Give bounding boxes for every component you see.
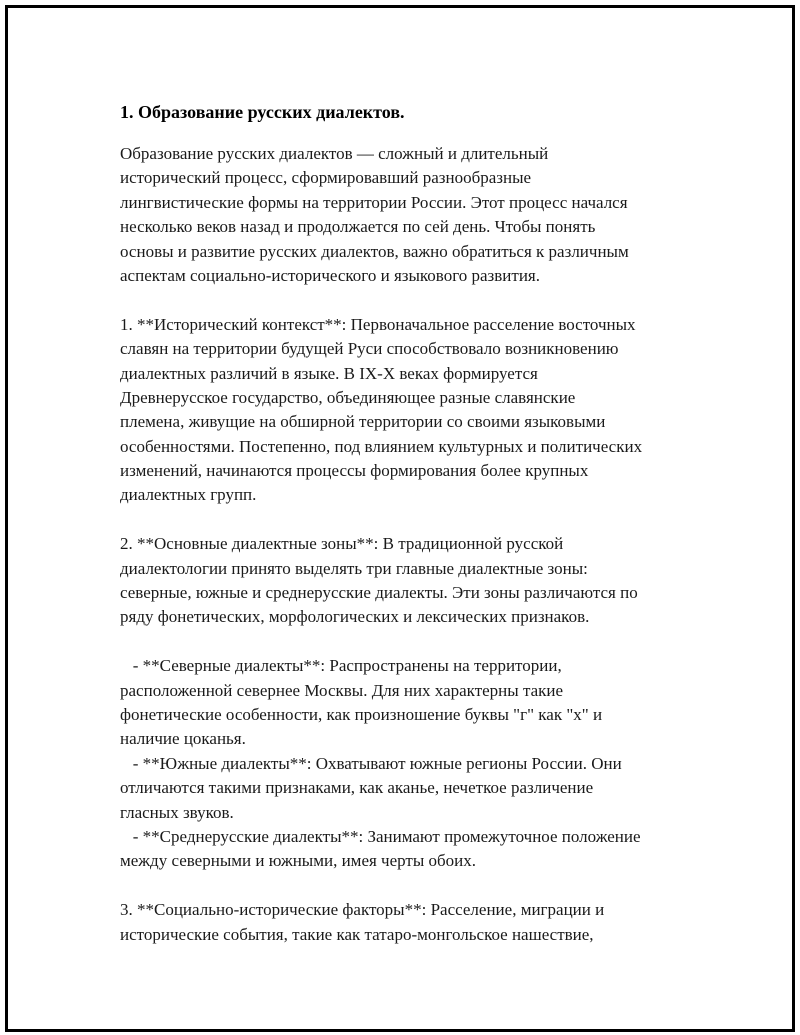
text-line: исторические события, такие как татаро-монгольское нашествие,	[120, 924, 594, 944]
paragraph-dialect-list	[120, 654, 720, 874]
paragraph-social-factors	[120, 898, 720, 947]
list-item-line: - **Среднерусские диалекты**: Занимают промежуточное положение	[120, 826, 641, 846]
text-line: 3. **Социально-исторические факторы**: Расселение, миграции и	[120, 900, 605, 920]
text-line: основы и развитие русских диалектов, важно обратиться к различным	[120, 241, 629, 261]
list-item-line: - **Северные диалекты**: Распространены на территории,	[120, 656, 562, 676]
text-line: Образование русских диалектов — сложный и длительный	[120, 144, 549, 163]
spacer	[120, 874, 720, 898]
text-line: между северными и южными, имея черты обоих.	[120, 851, 477, 871]
text-line: гласных звуков.	[120, 802, 234, 822]
text-line: лингвистические формы на территории России. Этот процесс начался	[120, 192, 628, 212]
text-line: аспектам социально-исторического и языкового развития.	[120, 265, 540, 285]
text-line: диалектных различий в языке. В IX-X веках формируется	[120, 363, 538, 383]
spacer	[120, 630, 720, 654]
page-frame	[5, 5, 795, 1032]
text-line: племена, живущие на обширной территории со своими языковыми	[120, 412, 606, 432]
text-line: 1. **Исторический контекст**: Первоначальное расселение восточных	[120, 314, 636, 334]
paragraph-dialect-zones	[120, 532, 720, 630]
spacer	[120, 126, 720, 142]
text-line: отличаются такими признаками, как аканье, нечеткое различение	[120, 778, 594, 798]
text-line: наличие цоканья.	[120, 729, 246, 749]
text-line: изменений, начинаются процессы формирования более крупных	[120, 461, 589, 481]
text-line: ряду фонетических, морфологических и лексических признаков.	[120, 607, 590, 627]
text-line: расположенной севернее Москвы. Для них характерны такие	[120, 680, 564, 700]
list-item-line: - **Южные диалекты**: Охватывают южные регионы России. Они	[120, 753, 622, 773]
paragraph-intro	[120, 142, 720, 288]
text-line: фонетические особенности, как произношение буквы "г" как "х" и	[120, 704, 603, 724]
text-line: особенностями. Постепенно, под влиянием культурных и политических	[120, 436, 643, 456]
page-title: 1. Образование русских диалектов.	[120, 102, 405, 122]
text-line: диалектных групп.	[120, 485, 257, 505]
text-line: диалектологии принято выделять три главные диалектные зоны:	[120, 558, 588, 578]
text-line: исторический процесс, сформировавший разнообразные	[120, 168, 532, 188]
spacer	[120, 508, 720, 532]
text-line: несколько веков назад и продолжается по сей день. Чтобы понять	[120, 217, 596, 237]
text-line: Древнерусское государство, объединяющее разные славянские	[120, 387, 576, 407]
document-body	[120, 98, 720, 947]
spacer	[120, 288, 720, 312]
text-line: 2. **Основные диалектные зоны**: В традиционной русской	[120, 534, 564, 554]
text-line: северные, южные и среднерусские диалекты. Эти зоны различаются по	[120, 583, 638, 603]
text-line: славян на территории будущей Руси способствовало возникновению	[120, 339, 619, 359]
paragraph-historical-context	[120, 313, 720, 508]
